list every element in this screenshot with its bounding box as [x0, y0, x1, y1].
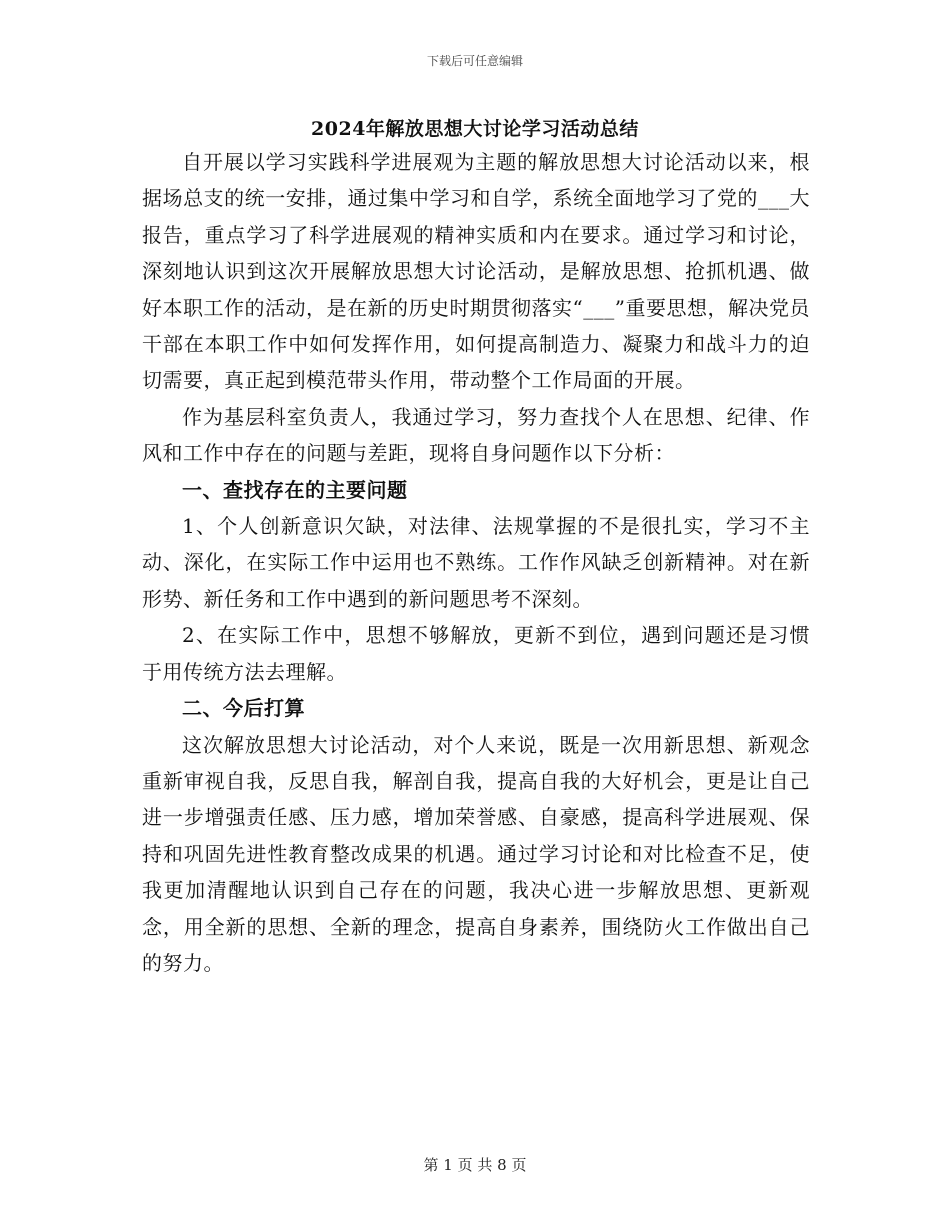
- document-body: [142, 144, 810, 981]
- paragraph-plans: 这次解放思想大讨论活动，对个人来说，既是一次用新思想、新观念重新审视自我，反思自我，解剖自我，提高自我的大好机会，更是让自己进一步增强责任感、压力感，增加荣誉感、自豪感，提高科学进展观、保持和巩固先进性教育整改成果的机遇。通过学习讨论和对比检查不足，使我更加清醒地认识到自己存在的问题，我决心进一步解放思想、更新观念，用全新的思想、全新的理念，提高自身素养，围绕防火工作做出自己的努力。: [142, 732, 810, 975]
- document-title: 2024年解放思想大讨论学习活动总结: [311, 118, 639, 140]
- page-header: 下载后可任意编辑: [426, 54, 523, 68]
- section-heading-plans: 二、今后打算: [182, 696, 305, 721]
- page-number: 第 1 页 共 8 页: [423, 1156, 527, 1174]
- paragraph-intro: 自开展以学习实践科学进展观为主题的解放思想大讨论活动以来，根据场总支的统一安排，通过集中学习和自学，系统全面地学习了党的___大报告，重点学习了科学进展观的精神实质和内在要求。通过学习和讨论，深刻地认识到这次开展解放思想大讨论活动，是解放思想、抢抓机遇、做好本职工作的活动，是在新的历史时期贯彻落实“___”重要思想，解决党员干部在本职工作中如何发挥作用，如何提高制造力、凝聚力和战斗力的迫切需要，真正起到模范带头作用，带动整个工作局面的开展。: [142, 150, 810, 393]
- paragraph-problem-2: 2、在实际工作中，思想不够解放，更新不到位，遇到问题还是习惯于用传统方法去理解。: [142, 623, 810, 684]
- section-heading-problems: 一、查找存在的主要问题: [182, 477, 408, 502]
- paragraph-problem-1: 1、个人创新意识欠缺，对法律、法规掌握的不是很扎实，学习不主动、深化，在实际工作中运用也不熟练。工作作风缺乏创新精神。对在新形势、新任务和工作中遇到的新问题思考不深刻。: [142, 514, 810, 611]
- paragraph-analysis-intro: 作为基层科室负责人，我通过学习，努力查找个人在思想、纪律、作风和工作中存在的问题与差距，现将自身问题作以下分析：: [142, 404, 810, 466]
